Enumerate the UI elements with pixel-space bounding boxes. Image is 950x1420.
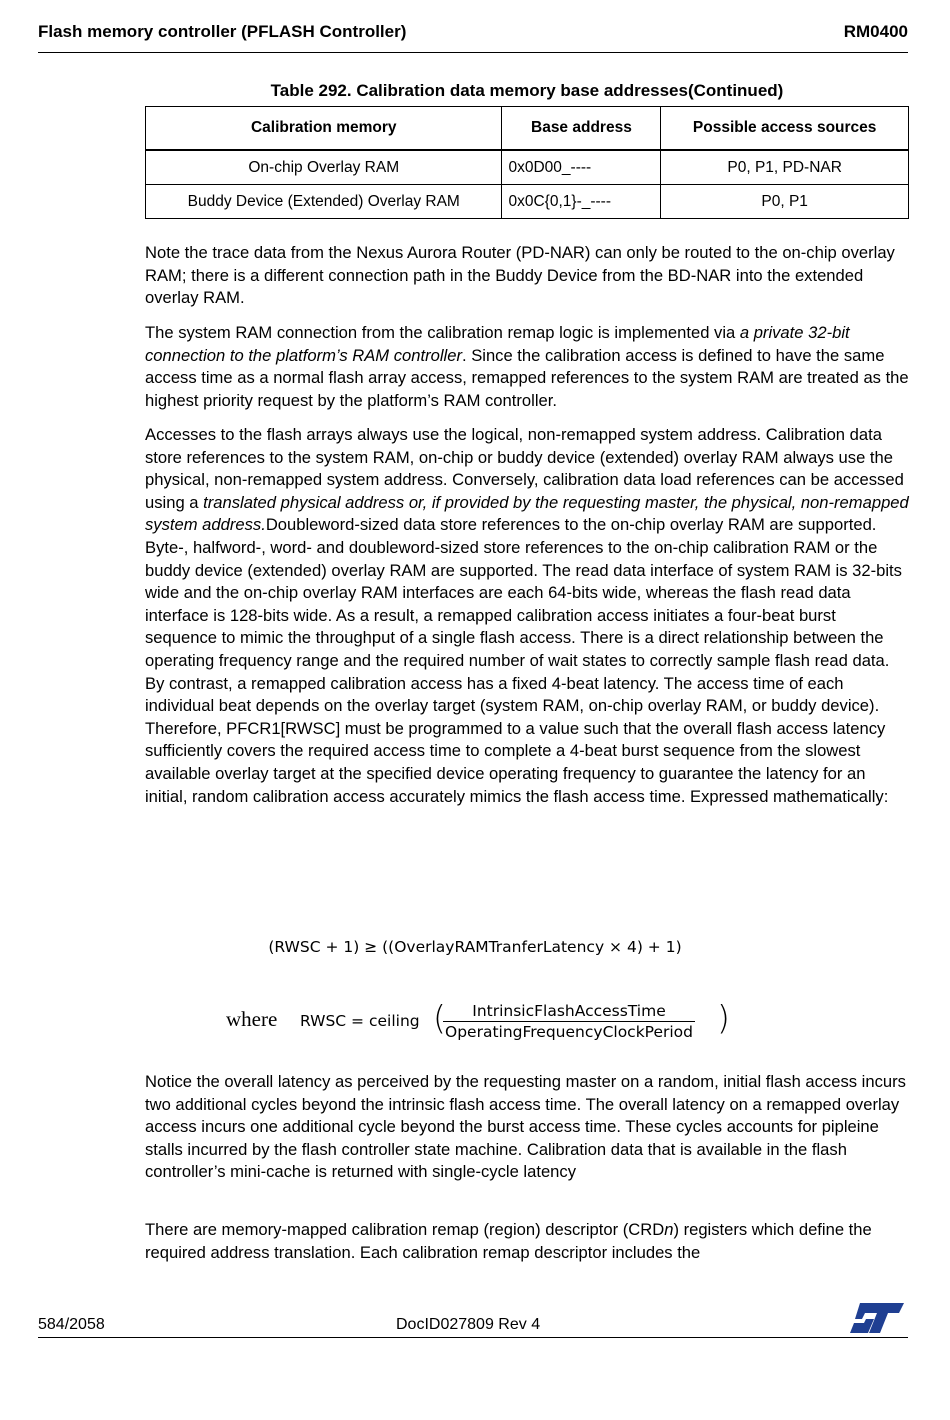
table-caption: Table 292. Calibration data memory base addresses(Continued) [270, 81, 784, 100]
paragraph-text: The system RAM connection from the calibration remap logic is implemented via [145, 323, 740, 342]
equation-lhs: RWSC = ceiling [300, 1012, 420, 1030]
paragraph-text: There are memory-mapped calibration remap (region) descriptor (CRD [145, 1220, 665, 1239]
paragraph-system-ram [145, 322, 909, 412]
paragraph-text: Notice the overall latency as perceived by the requesting master on a random, initial flash access incurs two additional cycles beyond the intrinsic flash access time. The overall latency on a remapped overlay access incurs one additional cycle beyond the burst access time. These cycles accounts for pipleine stalls incurred by the flash controller state machine. Calibration data that is available in the flash controller’s mini-cache is returned with single-cycle latency [145, 1072, 906, 1182]
paragraph-text: ) registers which define the required address translation. Each calibration remap descriptor includes the [145, 1220, 872, 1262]
page-footer [38, 1313, 908, 1338]
calibration-table [145, 106, 909, 219]
fraction-numerator: IntrinsicFlashAccessTime [443, 1002, 695, 1022]
table-header-row [146, 107, 909, 151]
where-label: where [226, 1007, 278, 1031]
emphasis-text: a private 32-bit connection to the platform’s RAM controller [145, 323, 850, 365]
table-cell: Buddy Device (Extended) Overlay RAM [146, 185, 502, 219]
paragraph-flash-access [145, 424, 909, 808]
fraction-denominator: OperatingFrequencyClockPeriod [445, 1023, 694, 1041]
table-cell: P0, P1, PD-NAR [661, 150, 909, 185]
paragraph-overall-latency [145, 1071, 909, 1184]
table-cell: On-chip Overlay RAM [146, 150, 502, 185]
latency-equation: (RWSC + 1) ≥ ((OverlayRAMTranferLatency × 4) + 1) [268, 938, 682, 956]
equation-fraction [443, 1002, 695, 1041]
paragraph-text: Note the trace data from the Nexus Aurora Router (PD-NAR) can only be routed to the on-chip overlay RAM; there is a different connection path in the Buddy Device from the BD-NAR into the extended overlay RAM. [145, 243, 895, 308]
paragraph-text: Doubleword-sized data store references to the on-chip overlay RAM are supported. Byte-, halfword-, word- and doubleword-sized store references to the on-chip calibration RAM or the buddy device (extended) overlay RAM are supported. The read data interface of system RAM is 32-bits wide and the on-chip overlay RAM interfaces are each 64-bits wide, whereas the flash read data interface is 128-bits wide. As a result, a remapped calibration access initiates a four-beat burst sequence to mimic the throughput of a single flash access. There is a direct relationship between the operating frequency range and the required number of wait states to correctly sample flash read data. By contrast, a remapped calibration access has a fixed 4-beat latency. The access time of each individual beat depends on the overlay target (system RAM, on-chip overlay RAM, or buddy device). Therefore, PFCR1[RWSC] must be programmed to a value such that the overall flash access latency sufficiently covers the required access time to complete a 4-beat burst sequence from the slowest available overlay target at the specified device operating frequency to guarantee the latency for an initial, random calibration access accurately mimics the flash access time. Expressed mathematically: [145, 515, 902, 806]
table-cell: 0x0C{0,1}-_---- [502, 185, 661, 219]
header-doc-code: RM0400 [843, 22, 908, 41]
column-header: Calibration memory [146, 107, 502, 151]
table-row [146, 150, 909, 185]
emphasis-text: n [664, 1220, 674, 1239]
table-row [146, 185, 909, 219]
right-paren: ) [717, 998, 730, 1037]
paragraph-nar-routing [145, 242, 909, 310]
emphasis-text: translated physical address or, if provided by the requesting master, the physical, non-remapped system address. [145, 492, 909, 535]
paragraph-crd-registers [145, 1219, 909, 1264]
column-header: Possible access sources [661, 107, 909, 151]
doc-id: DocID027809 Rev 4 [396, 1316, 541, 1333]
paragraph-text: Accesses to the flash arrays always use the logical, non-remapped system address. Calibration data store references to the system RAM, on-chip or buddy device (extended) overlay RAM always use the physical, non-remapped system address. Conversely, calibration data load references can be accessed using a [145, 425, 904, 512]
st-logo-icon [850, 1301, 906, 1335]
page-header [38, 22, 908, 53]
header-title: Flash memory controller (PFLASH Controller) [38, 22, 407, 41]
left-paren: ( [433, 998, 446, 1037]
table-cell: 0x0D00_---- [502, 150, 661, 185]
paragraph-text: . Since the calibration access is defined to have the same access time as a normal flash array access, remapped references to the system RAM are treated as the highest priority request by the platform’s RAM controller. [145, 345, 909, 410]
table-cell: P0, P1 [661, 185, 909, 219]
page-number: 584/2058 [38, 1316, 105, 1333]
column-header: Base address [502, 107, 661, 151]
